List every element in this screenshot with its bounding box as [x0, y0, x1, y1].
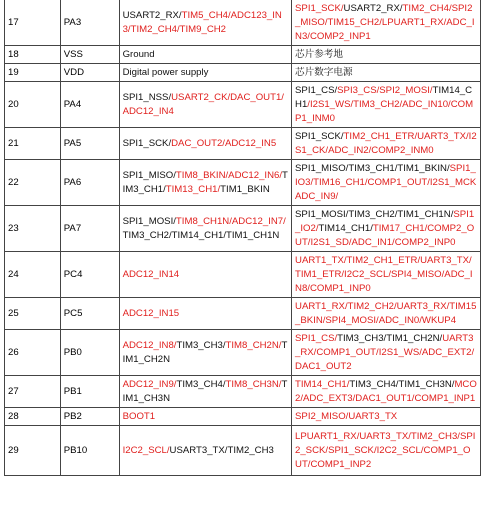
- pin-name-cell: PA6: [60, 160, 119, 206]
- function-segment: ADC12_IN8/: [122, 339, 177, 351]
- reference-function-cell: [119, 160, 291, 206]
- function-segment: ADC12_IN14: [122, 268, 180, 280]
- function-segment: USART2_RX/: [122, 9, 182, 21]
- function-segment: SPI1_MOSI/TIM3_CH2/TIM1_CH1N/: [295, 208, 454, 220]
- function-segment: UART3_RX/COMP1_OUT/I2S1_WS/ADC_EXT2/DAC1_OUT2: [295, 332, 475, 372]
- function-segment: BOOT1: [122, 410, 156, 422]
- function-segment: TIM2_CH4/SPI2_MISO/TIM15_CH2/LPUART1_RX/ADC_IN3/COMP2_INP1: [295, 2, 475, 42]
- chip-function-cell: [292, 376, 481, 408]
- reference-function-cell: [119, 206, 291, 252]
- chip-function-cell: [292, 330, 481, 376]
- pin-name-cell: PB2: [60, 408, 119, 426]
- function-segment: SPI1_NSS/: [122, 91, 172, 103]
- chip-function-cell: [292, 426, 481, 476]
- function-segment: TIM2_CH1_ETR/UART3_TX/I2S1_CK/ADC_IN2/COMP2_INM0: [295, 130, 477, 156]
- function-segment: TIM1_CH2N: [122, 339, 288, 365]
- reference-function-cell: [119, 46, 291, 64]
- reference-function-cell: [119, 330, 291, 376]
- chip-function-cell: [292, 298, 481, 330]
- function-segment: SPI3_CS/SPI2_MOSI/: [337, 84, 433, 96]
- function-segment: UART1_TX/TIM2_CH1_ETR/UART3_TX/TIM1_ETR/I2C2_SCL/SPI4_MISO/ADC_IN8/COMP1_INP0: [295, 254, 473, 294]
- function-segment: TIM8_CH1N/ADC12_IN7/: [175, 215, 286, 227]
- function-segment: 芯片参考地: [295, 48, 343, 60]
- pin-number-cell: 26: [5, 330, 61, 376]
- function-segment: TIM14_CH1/: [318, 222, 373, 234]
- table-row: [5, 206, 481, 252]
- function-segment: USART2_RX/: [343, 2, 403, 14]
- function-segment: TIM3_CH3/: [176, 339, 226, 351]
- pin-name-cell: PA7: [60, 206, 119, 252]
- function-segment: TIM14_CH1: [295, 84, 473, 110]
- chip-function-cell: [292, 408, 481, 426]
- function-segment: I2C2_SCL/: [122, 444, 170, 456]
- function-segment: 芯片数字电源: [295, 66, 353, 78]
- reference-function-cell: [119, 298, 291, 330]
- pin-number-cell: 29: [5, 426, 61, 476]
- chip-function-cell: [292, 252, 481, 298]
- reference-function-cell: [119, 408, 291, 426]
- pin-name-cell: PB10: [60, 426, 119, 476]
- pin-name-cell: VDD: [60, 64, 119, 82]
- pin-name-cell: PB1: [60, 376, 119, 408]
- pin-number-cell: 28: [5, 408, 61, 426]
- pin-name-cell: PC4: [60, 252, 119, 298]
- function-segment: TIM13_CH1/: [165, 183, 221, 195]
- function-segment: SPI1_CS/: [295, 84, 338, 96]
- reference-function-cell: [119, 426, 291, 476]
- chip-function-cell: [292, 128, 481, 160]
- function-segment: ADC12_IN15: [122, 307, 180, 319]
- function-segment: /I2S1_WS/TIM3_CH2/ADC_IN10/COMP1_INM0: [295, 98, 474, 124]
- table-row: [5, 426, 481, 476]
- reference-function-cell: [119, 376, 291, 408]
- function-segment: Ground: [122, 48, 155, 60]
- function-segment: SPI1_IO2/: [295, 208, 475, 234]
- function-segment: SPI1_SCK/: [295, 2, 344, 14]
- table-row: [5, 376, 481, 408]
- function-segment: TIM3_CH3/TIM1_CH2N/: [337, 332, 443, 344]
- function-segment: TIM14_CH1/: [295, 378, 350, 390]
- pin-name-cell: PA5: [60, 128, 119, 160]
- table-row: [5, 82, 481, 128]
- table-row: [5, 128, 481, 160]
- reference-function-cell: [119, 82, 291, 128]
- function-segment: LPUART1_RX/UART3_TX/TIM2_CH3/SPI2_SCK/SPI1_SCK/I2C2_SCL/COMP1_OUT/COMP1_INP2: [295, 430, 476, 470]
- chip-function-cell: [292, 206, 481, 252]
- table-row: [5, 330, 481, 376]
- chip-function-cell: [292, 46, 481, 64]
- pin-number-cell: 25: [5, 298, 61, 330]
- function-segment: TIM8_BKIN/ADC12_IN6/: [175, 169, 283, 181]
- function-segment: TIM3_CH1/: [122, 169, 288, 195]
- table-row: [5, 64, 481, 82]
- pin-number-cell: 24: [5, 252, 61, 298]
- reference-function-cell: [119, 252, 291, 298]
- function-segment: SPI1_MISO/: [122, 169, 176, 181]
- function-segment: DAC_OUT2/ADC12_IN5: [171, 137, 277, 149]
- pin-number-cell: 20: [5, 82, 61, 128]
- function-segment: TIM1_CH3N: [122, 378, 288, 404]
- function-segment: SPI1_IO3/TIM16_CH1/COMP1_OUT/I2S1_MCKADC_IN9/: [295, 162, 477, 202]
- pin-name-cell: PB0: [60, 330, 119, 376]
- reference-function-cell: [119, 128, 291, 160]
- function-segment: SPI1_MISO/TIM3_CH1/TIM1_BKIN/: [295, 162, 450, 174]
- function-segment: TIM3_CH4/TIM1_CH3N/: [349, 378, 455, 390]
- pin-name-cell: PA4: [60, 82, 119, 128]
- table-row: [5, 408, 481, 426]
- function-segment: Digital power supply: [122, 66, 209, 78]
- pin-number-cell: 27: [5, 376, 61, 408]
- function-segment: TIM3_CH2/TIM14_CH1/TIM1_CH1N: [122, 229, 280, 241]
- pin-number-cell: 19: [5, 64, 61, 82]
- reference-function-cell: [119, 64, 291, 82]
- chip-function-cell: [292, 160, 481, 206]
- function-segment: USART3_TX/TIM2_CH3: [169, 444, 274, 456]
- pin-number-cell: 23: [5, 206, 61, 252]
- pin-number-cell: 22: [5, 160, 61, 206]
- pin-table-body: [5, 0, 481, 476]
- function-segment: TIM5_CH4/ADC123_IN3/TIM2_CH4/TIM9_CH2: [122, 9, 282, 35]
- table-row: [5, 252, 481, 298]
- chip-function-cell: [292, 0, 481, 46]
- function-segment: TIM1_BKIN: [220, 183, 270, 195]
- pin-number-cell: 18: [5, 46, 61, 64]
- table-row: [5, 298, 481, 330]
- function-segment: SPI1_SCK/: [122, 137, 172, 149]
- function-segment: TIM17_CH1/COMP2_OUT/I2S1_SD/ADC_IN1/COMP2_INP0: [295, 222, 475, 248]
- function-segment: UART1_RX/TIM2_CH2/UART3_RX/TIM15_BKIN/SPI4_MOSI/ADC_IN0/WKUP4: [295, 300, 477, 326]
- pin-definition-table: [4, 0, 481, 476]
- pin-number-cell: 21: [5, 128, 61, 160]
- chip-function-cell: [292, 64, 481, 82]
- table-row: [5, 46, 481, 64]
- chip-function-cell: [292, 82, 481, 128]
- function-segment: USART2_CK/DAC_OUT1/ADC12_IN4: [122, 91, 284, 117]
- pin-name-cell: PC5: [60, 298, 119, 330]
- pin-name-cell: VSS: [60, 46, 119, 64]
- table-row: [5, 160, 481, 206]
- function-segment: TIM3_CH4/: [176, 378, 226, 390]
- function-segment: SPI1_MOSI/: [122, 215, 176, 227]
- reference-function-cell: [119, 0, 291, 46]
- function-segment: SPI1_CS/: [295, 332, 338, 344]
- table-row: [5, 0, 481, 46]
- function-segment: SPI1_SCK/: [295, 130, 344, 142]
- pin-number-cell: 17: [5, 0, 61, 46]
- pin-name-cell: PA3: [60, 0, 119, 46]
- function-segment: TIM8_CH2N/: [225, 339, 282, 351]
- function-segment: TIM8_CH3N/: [225, 378, 282, 390]
- function-segment: ADC12_IN9/: [122, 378, 177, 390]
- function-segment: MCO2/ADC_EXT3/DAC1_OUT1/COMP1_INP1: [295, 378, 477, 404]
- function-segment: SPI2_MISO/UART3_TX: [295, 410, 398, 422]
